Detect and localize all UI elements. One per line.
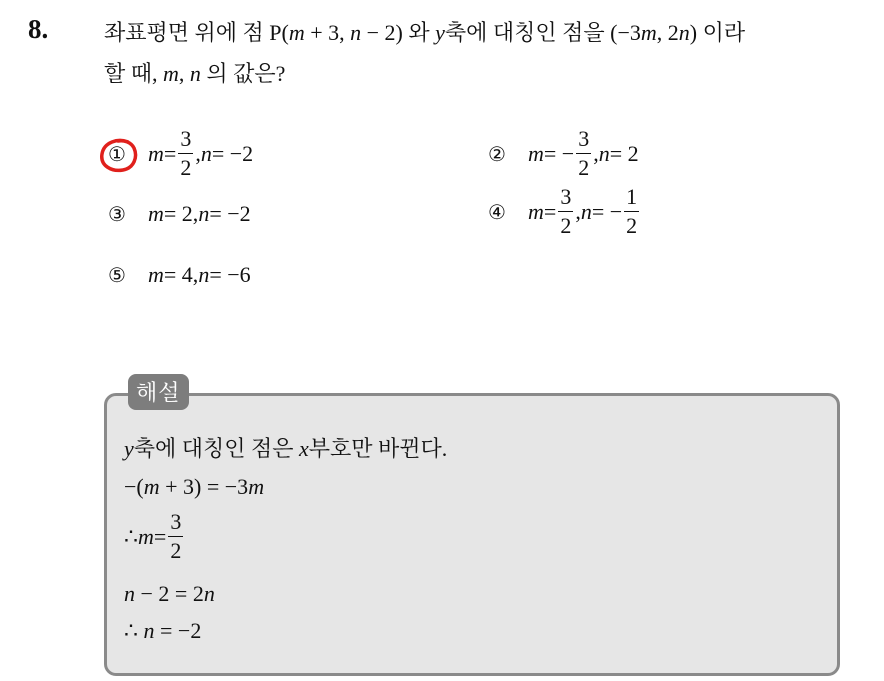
solution-text: 축에 대칭인 점은 [133, 436, 300, 461]
var-n: n [598, 140, 610, 166]
fraction-denominator: 2 [626, 213, 638, 238]
choice-number: ② [488, 141, 506, 166]
var-n: n [124, 581, 135, 606]
choice-text: , [195, 140, 201, 166]
solution-text: 부호만 바뀐다. [308, 436, 448, 461]
choice-text: = 2, [163, 201, 199, 226]
solution-text: = [153, 523, 167, 549]
fraction-denominator: 2 [578, 155, 590, 180]
stem-text: − 2) 와 [361, 20, 436, 45]
var-y: y [435, 20, 445, 45]
fraction [576, 128, 591, 179]
solution-text: −( [124, 474, 144, 499]
var-m: m [163, 61, 179, 86]
var-n: n [198, 262, 210, 287]
stem-text: ) 이라 [689, 20, 746, 45]
stem-text: 할 때, [104, 61, 164, 86]
choice-text: , [575, 198, 581, 224]
fraction [624, 186, 639, 237]
choice-number: ③ [108, 202, 126, 226]
var-m: m [138, 523, 154, 549]
var-m: m [148, 201, 164, 226]
choice-text: , [593, 140, 599, 166]
fraction-numerator: 3 [578, 126, 590, 151]
solution-line-4 [124, 581, 215, 607]
var-y: y [124, 436, 134, 461]
fraction-numerator: 3 [170, 509, 182, 534]
fraction-numerator: 3 [560, 184, 572, 209]
stem-text: , [178, 61, 190, 86]
answer-circle-mark [98, 137, 140, 175]
choice-3[interactable] [108, 201, 251, 227]
fraction-numerator: 1 [626, 184, 638, 209]
var-n: n [200, 140, 212, 166]
choice-number: ⑤ [108, 263, 126, 287]
stem-text: + 3, [304, 20, 351, 45]
var-m: m [528, 140, 544, 166]
choice-text: = [163, 140, 177, 166]
problem-number: 8. [28, 14, 49, 44]
var-m: m [148, 140, 164, 166]
stem-text: 축에 대칭인 점을 (−3 [444, 20, 641, 45]
fraction-denominator: 2 [170, 538, 182, 563]
var-m: m [288, 20, 305, 45]
stem-text: , 2 [656, 20, 679, 45]
fraction-denominator: 2 [180, 155, 192, 180]
var-n: n [189, 61, 201, 86]
choice-text: = [543, 198, 557, 224]
choice-5[interactable] [108, 262, 251, 288]
choice-text: = 2 [609, 140, 639, 166]
var-m: m [528, 198, 544, 224]
stem-text: 좌표평면 위에 점 P( [104, 20, 289, 45]
var-n: n [198, 201, 210, 226]
choice-text: = −6 [209, 262, 251, 287]
choice-text: = 4, [163, 262, 199, 287]
stem-text: 의 값은? [200, 61, 286, 86]
choice-number: ④ [488, 199, 506, 224]
fraction-denominator: 2 [560, 213, 572, 238]
fraction [558, 186, 573, 237]
problem-stem-line-1 [104, 16, 745, 47]
var-m: m [143, 474, 160, 499]
choice-text: = − [591, 198, 623, 224]
solution-text: ∴ [124, 618, 144, 643]
choice-2[interactable] [488, 128, 639, 179]
choice-number: ① [108, 141, 126, 166]
fraction [168, 511, 183, 562]
problem-stem-line-2 [104, 57, 285, 88]
solution-line-5 [124, 618, 201, 644]
solution-line-1 [124, 432, 447, 463]
choice-text: = −2 [211, 140, 254, 166]
var-m: m [148, 262, 164, 287]
fraction [178, 128, 193, 179]
var-m: m [640, 20, 657, 45]
choice-4[interactable] [488, 186, 641, 237]
answer-circle-stroke [102, 141, 136, 171]
solution-text: ∴ [124, 523, 138, 549]
var-n: n [350, 20, 362, 45]
choice-text: = −2 [209, 201, 251, 226]
var-n: n [580, 198, 592, 224]
choice-text: = − [543, 140, 575, 166]
solution-text: − 2 = 2 [135, 581, 204, 606]
solution-tag: 해설 [128, 374, 189, 410]
solution-line-2 [124, 474, 264, 500]
var-n: n [143, 618, 155, 643]
var-n: n [203, 581, 215, 606]
solution-text: = −2 [154, 618, 202, 643]
fraction-numerator: 3 [180, 126, 192, 151]
var-n: n [678, 20, 690, 45]
var-x: x [299, 436, 309, 461]
solution-line-3 [124, 511, 185, 562]
solution-text: + 3) = −3 [159, 474, 249, 499]
var-m: m [248, 474, 265, 499]
